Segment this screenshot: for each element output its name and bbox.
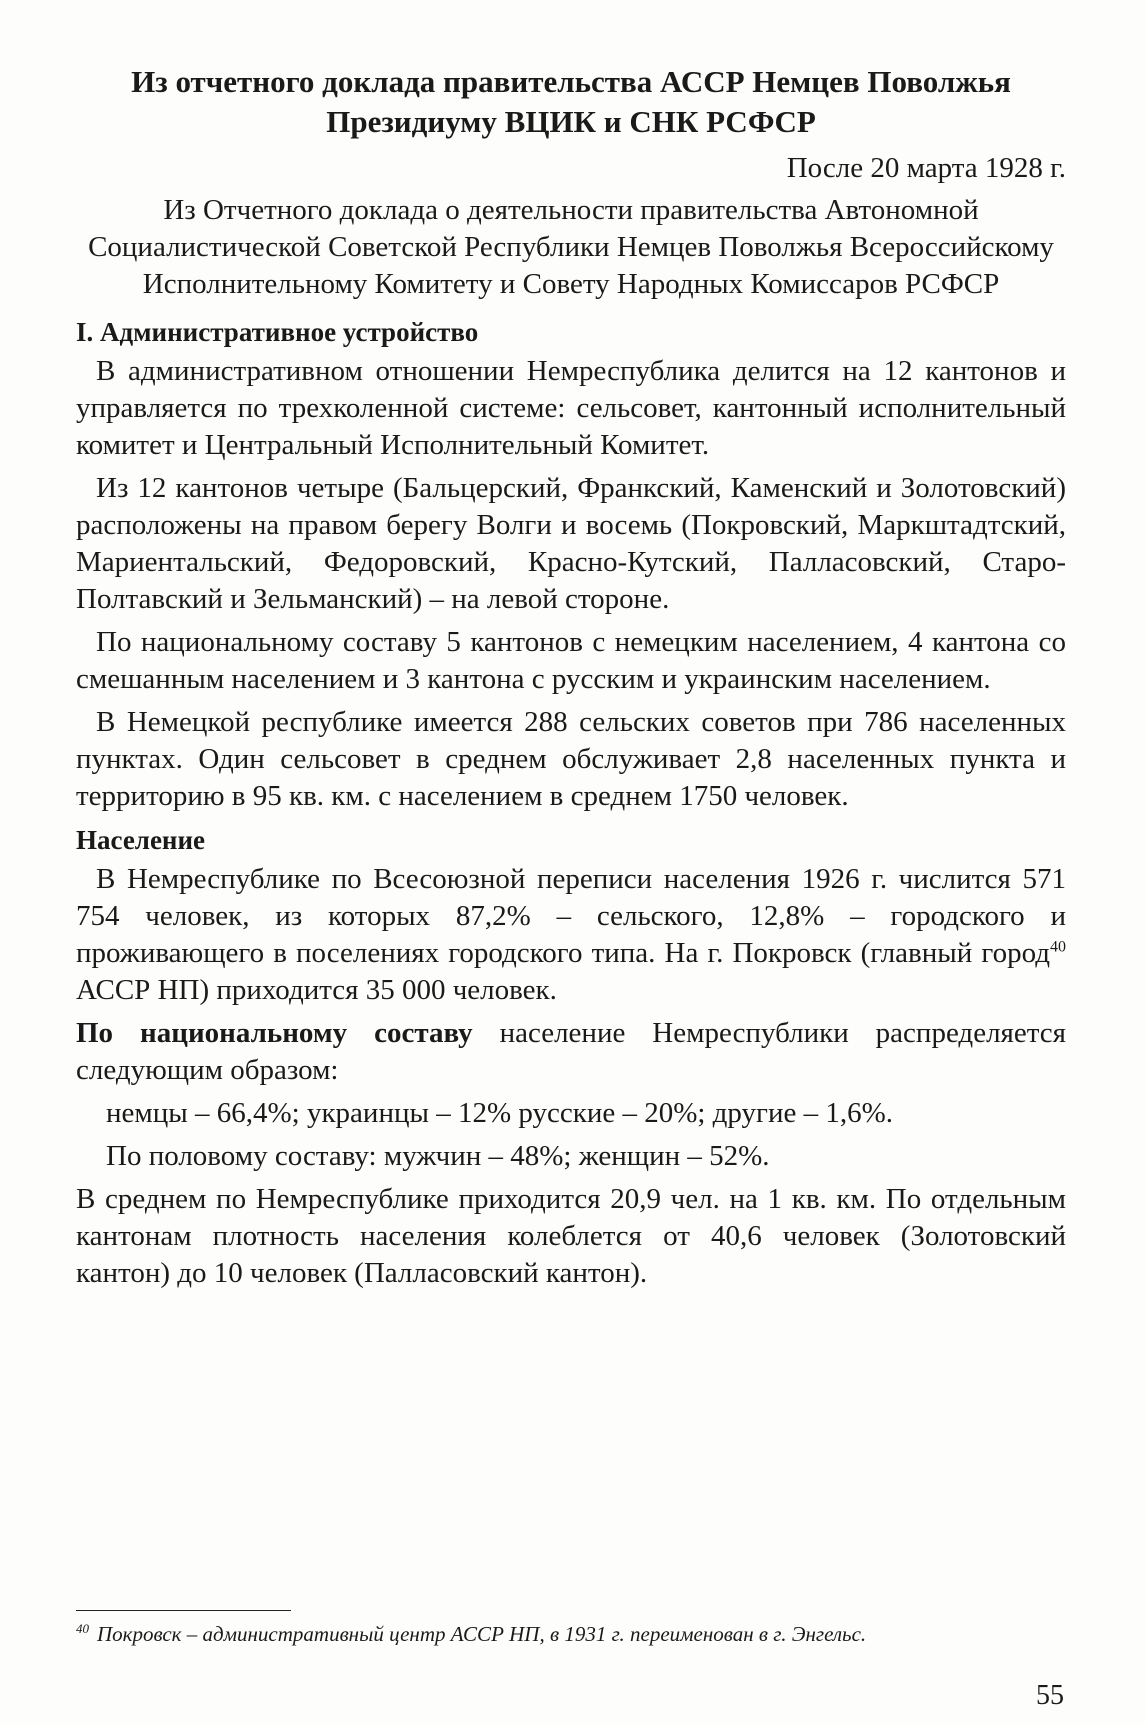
footnote-reference: 40 <box>1050 938 1066 956</box>
census-text-after: АССР НП) приходится 35 000 человек. <box>76 974 557 1006</box>
page-content <box>76 62 1066 1298</box>
document-subtitle: Из Отчетного доклада о деятельности правительства Автономной Социалистической Советской Республики Немцев Поволжья Всероссийскому Исполнительному Комитету и Совету Народных Комиссаров РСФСР <box>88 194 1054 300</box>
paragraph-gender-composition: По половому составу: мужчин – 48%; женщин – 52%. <box>106 1140 770 1172</box>
national-composition-lead: По национальному составу <box>76 1017 473 1049</box>
document-title <box>76 62 1066 142</box>
paragraph-national-composition <box>76 1015 1066 1089</box>
document-date: После 20 марта 1928 г. <box>786 152 1066 184</box>
footnote-number: 40 <box>76 1621 89 1636</box>
paragraph-cantons-nationality: По национальному составу 5 кантонов с немецким населением, 4 кантона со смешанным населением и 3 кантона с русским и украинским населением. <box>76 626 1066 695</box>
paragraph-census <box>76 861 1066 1009</box>
page-number: 55 <box>1036 1680 1064 1711</box>
title-line-2: Президиуму ВЦИК и СНК РСФСР <box>326 104 816 139</box>
paragraph-cantons-location: Из 12 кантонов четыре (Бальцерский, Франкский, Каменский и Золотовский) расположены на правом берегу Волги и восемь (Покровский, Маркштадтский, Мариентальский, Федоровский, Красно-Кутский, Палласовский, Старо-Полтавский и Зельманский) – на левой стороне. <box>76 472 1066 615</box>
section-heading-administrative: I. Административное устройство <box>76 317 479 347</box>
census-text-before: В Немреспублике по Всесоюзной переписи населения 1926 г. числится 571 754 человек, из которых 87,2% – сельского, 12,8% – городского и проживающего в поселениях городского типа. На г. Покровск (главный город <box>76 863 1066 969</box>
paragraph-admin-division: В административном отношении Немреспублика делится на 12 кантонов и управляется по трехколенной системе: сельсовет, кантонный исполнительный комитет и Центральный Исполнительный Комитет. <box>76 355 1066 461</box>
paragraph-village-councils: В Немецкой республике имеется 288 сельских советов при 786 населенных пунктах. Один сельсовет в среднем обслуживает 2,8 населенных пункта и территорию в 95 кв. км. с населением в среднем 1750 человек. <box>76 706 1066 812</box>
paragraph-nationality-percentages: немцы – 66,4%; украинцы – 12% русские – 20%; другие – 1,6%. <box>106 1097 893 1129</box>
title-line-1: Из отчетного доклада правительства АССР Немцев Поволжья <box>131 64 1011 99</box>
footnote-text: Покровск – административный центр АССР НП, в 1931 г. переименован в г. Энгельс. <box>97 1622 867 1646</box>
footnote <box>76 1620 1066 1648</box>
section-heading-population: Население <box>76 825 206 855</box>
national-composition-rest: население Немреспублики распределяется следующим образом: <box>76 1017 1066 1086</box>
paragraph-population-density: В среднем по Немреспублике приходится 20,9 чел. на 1 кв. км. По отдельным кантонам плотность населения колеблется от 40,6 человек (Золотовский кантон) до 10 человек (Палласовский кантон). <box>76 1183 1066 1289</box>
footnote-divider <box>76 1610 291 1611</box>
